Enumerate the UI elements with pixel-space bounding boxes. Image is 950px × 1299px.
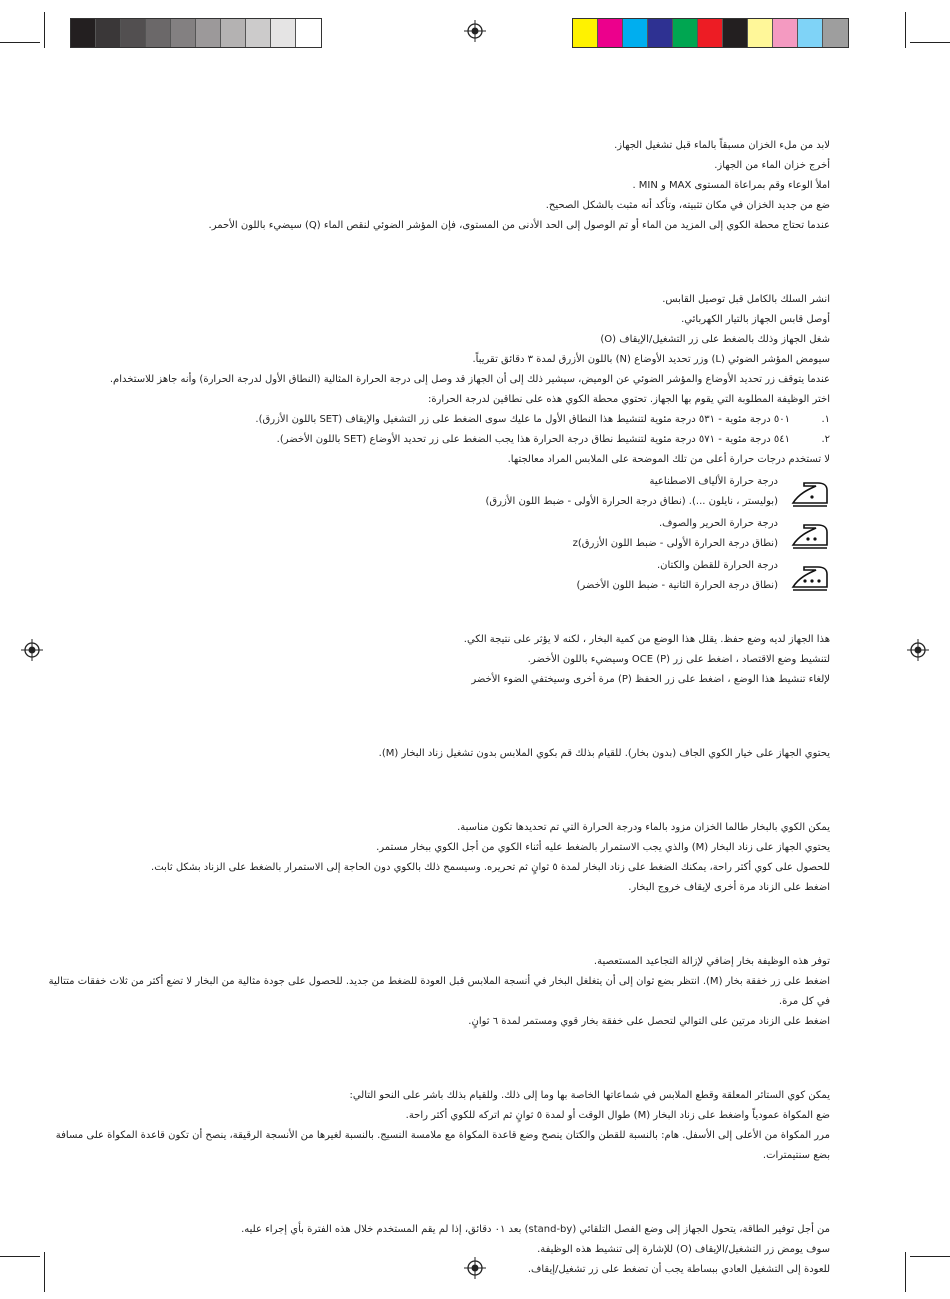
color-swatch [296,19,321,47]
gray-calibration-bar [70,18,322,48]
text-line: أخرج خزان الماء من الجهاز. [714,160,830,171]
color-swatch [698,19,723,47]
item-number: ٢. [821,434,830,445]
color-calibration-bar [572,18,849,48]
section-vertical-ironing [40,1086,830,1166]
text-line: لابد من ملء الخزان مسبقاً بالماء قبل تشغيل الجهاز. [614,140,830,151]
text-line: ضع المكواة عمودياً واضغط على زناد البخار (M) طوال الوقت أو لمدة ٥ ثوانٍ ثم اتركه للكوي أكثر راحة. [405,1110,830,1121]
color-swatch [598,19,623,47]
text-line: ضع من جديد الخزان في مكان تثبيته، وتأكد أنه مثبت بالشكل الصحيح. [545,200,830,211]
color-swatch [146,19,171,47]
crop-mark [0,1256,40,1257]
text-line: يحتوي الجهاز على زناد البخار (M) والذي يجب الاستمرار بالضغط عليه أثناء الكوي من أجل الكوي ببخار مستمر. [376,842,830,853]
text-line: يحتوي الجهاز على خيار الكوي الجاف (بدون بخار). للقيام بذلك قم بكوي الملابس بدون تشغيل زناد البخار (M). [378,748,830,759]
item-text: ٥٤١ درجة مئوية - ٥٧١ درجة مئوية لتنشيط نطاق درجة الحرارة هذا يجب الضغط على زر تحديد الأوضاع (SET باللون الأخضر). [276,434,790,445]
color-swatch [221,19,246,47]
text-line: اضغط على الزناد مرة أخرى لإيقاف خروج البخار. [628,882,830,893]
text-line: يمكن كوي الستائر المعلقة وقطع الملابس في شماعاتها الخاصة بها وما إلى ذلك. وللقيام بذلك باشر على النحو التالي: [349,1090,830,1101]
iron-two-dots-icon [790,520,830,550]
iron-one-dot-icon [790,478,830,508]
item-text: ٥٠١ درجة مئوية - ٥٣١ درجة مئوية لتنشيط هذا النطاق الأول ما عليك سوى الضغط على زر التشغيل والإيقاف (SET باللون الأزرق). [255,414,790,425]
crop-mark [0,42,40,43]
registration-mark-icon [464,20,486,42]
iron-setting-title: درجة حرارة الألياف الاصطناعية [649,476,778,487]
text-line: سيومض المؤشر الضوئي (L) وزر تحديد الأوضاع (N) باللون الأزرق لمدة ٣ دقائق تقريباً. [472,354,830,365]
text-line: للحصول على كوي أكثر راحة، يمكنك الضغط على زناد البخار لمدة ٥ ثوانٍ ثم تحريره. وسيسمح ذلك بالكوي دون الحاجة إلى الاستمرار بالضغط على الزناد بشكل ثابت. [151,862,830,873]
text-line: لتنشيط وضع الاقتصاد ، اضغط على زر OCE (P) وسيضيء باللون الأخضر. [527,654,830,665]
color-swatch [673,19,698,47]
color-swatch [96,19,121,47]
text-line: شغل الجهاز وذلك بالضغط على زر التشغيل/الإيقاف (O) [600,334,830,345]
temperature-range-item [40,410,830,430]
color-swatch [623,19,648,47]
color-swatch [196,19,221,47]
iron-setting-title: درجة الحرارة للقطن والكتان. [656,560,778,571]
color-swatch [648,19,673,47]
crop-mark [44,12,45,48]
registration-mark-icon [907,639,929,661]
section-fill-tank [40,136,830,236]
section-steam-burst [40,952,830,1032]
text-line: اضغط على زر خفقة بخار (M). انتظر بضع ثوان إلى أن يتغلغل البخار في أنسجة الملابس قبل العودة للضغط من جديد. للحصول على جودة مثالية من البخار لا تضع أكثر من ثلاث خفقات متتالية في كل مرة. [48,976,830,1007]
section-dry-ironing [40,744,830,764]
section-eco-mode [40,630,830,690]
crop-mark [905,12,906,48]
text-line: مرر المكواة من الأعلى إلى الأسفل. هام: بالنسبة للقطن والكتان ينصح وضع قاعدة المكواة مع ملامسة النسيج. بالنسبة لغيرها من الأنسجة الرقيقة، ينصح أن تكون قاعدة المكواة على مسافة بضع سنتيمترات. [55,1130,830,1161]
iron-setting-row [40,472,830,512]
text-line: اختر الوظيفة المطلوبة التي يقوم بها الجهاز. تحتوي محطة الكوي هذه على نطاقين لدرجة الحرارة: [427,394,830,405]
text-line: توفر هذه الوظيفة بخار إضافي لإزالة التجاعيد المستعصية. [593,956,830,967]
text-line: من أجل توفير الطاقة، يتحول الجهاز إلى وضع الفصل التلقائي (stand-by) بعد ٠١ دقائق، إذا لم يقم المستخدم خلال هذه الفترة بأي إجراء عليه. [241,1224,830,1235]
text-line: اضغط على الزناد مرتين على التوالي لتحصل على خفقة بخار قوي ومستمر لمدة ٦ ثوانٍ. [468,1016,830,1027]
color-swatch [271,19,296,47]
color-swatch [748,19,773,47]
color-swatch [773,19,798,47]
section-steam-ironing [40,818,830,898]
text-line: للعودة إلى التشغيل العادي ببساطة يجب أن تضغط على زر تشغيل/إيقاف. [527,1264,830,1275]
text-line: املأ الوعاء وقم بمراعاة المستوى MAX و MIN . [632,180,830,191]
color-swatch [171,19,196,47]
warning-text: لا تستخدم درجات حرارة أعلى من تلك الموضحة على الملابس المراد معالجتها. [507,454,830,465]
item-number: ١. [821,414,830,425]
color-swatch [573,19,598,47]
text-line: هذا الجهاز لديه وضع حفظ. يقلل هذا الوضع من كمية البخار ، لكنه لا يؤثر على نتيجة الكي. [463,634,830,645]
iron-setting-row [40,514,830,554]
temperature-range-item [40,430,830,450]
iron-setting-detail: (بوليستر ، نايلون ...). (نطاق درجة الحرارة الأولى - ضبط اللون الأزرق) [485,496,778,507]
text-line: أوصل قابس الجهاز بالتيار الكهربائي. [681,314,830,325]
text-line: لإلغاء تنشيط هذا الوضع ، اضغط على زر الحفظ (P) مرة أخرى وسيختفي الضوء الأخضر [471,674,830,685]
crop-mark [905,1252,906,1292]
text-line: عندما تحتاج محطة الكوي إلى المزيد من الماء أو تم الوصول إلى الحد الأدنى من المستوى، فإن المؤشر الضوئي لنقص الماء (Q) سيضيء باللون الأحمر. [208,220,830,231]
color-swatch [723,19,748,47]
color-swatch [71,19,96,47]
crop-mark [910,1256,950,1257]
color-swatch [121,19,146,47]
text-line: انشر السلك بالكامل قبل توصيل القابس. [662,294,830,305]
text-line: يمكن الكوي بالبخار طالما الخزان مزود بالماء ودرجة الحرارة التي تم تحديدها تكون مناسبة. [457,822,830,833]
iron-setting-detail: (نطاق درجة الحرارة الأولى - ضبط اللون الأزرق)z [572,538,778,549]
iron-three-dots-icon [790,562,830,592]
text-line: عندما يتوقف زر تحديد الأوضاع والمؤشر الضوئي عن الوميض، سيشير ذلك إلى أن الجهاز قد وصل إلى درجة الحرارة المثالية (النطاق الأول لدرجة الحرارة) وأنه جاهز للاستخدام. [109,374,830,385]
color-swatch [823,19,848,47]
section-standby [40,1220,830,1280]
section-start-up [40,290,830,596]
color-swatch [246,19,271,47]
iron-setting-detail: (نطاق درجة الحرارة الثانية - ضبط اللون الأخضر) [576,580,778,591]
text-line: سوف يومض زر التشغيل/الإيقاف (O) للإشارة إلى تنشيط هذه الوظيفة. [537,1244,830,1255]
iron-setting-title: درجة حرارة الحرير والصوف. [658,518,778,529]
color-swatch [798,19,823,47]
manual-page-content [40,136,830,1280]
iron-setting-row [40,556,830,596]
crop-mark [910,42,950,43]
